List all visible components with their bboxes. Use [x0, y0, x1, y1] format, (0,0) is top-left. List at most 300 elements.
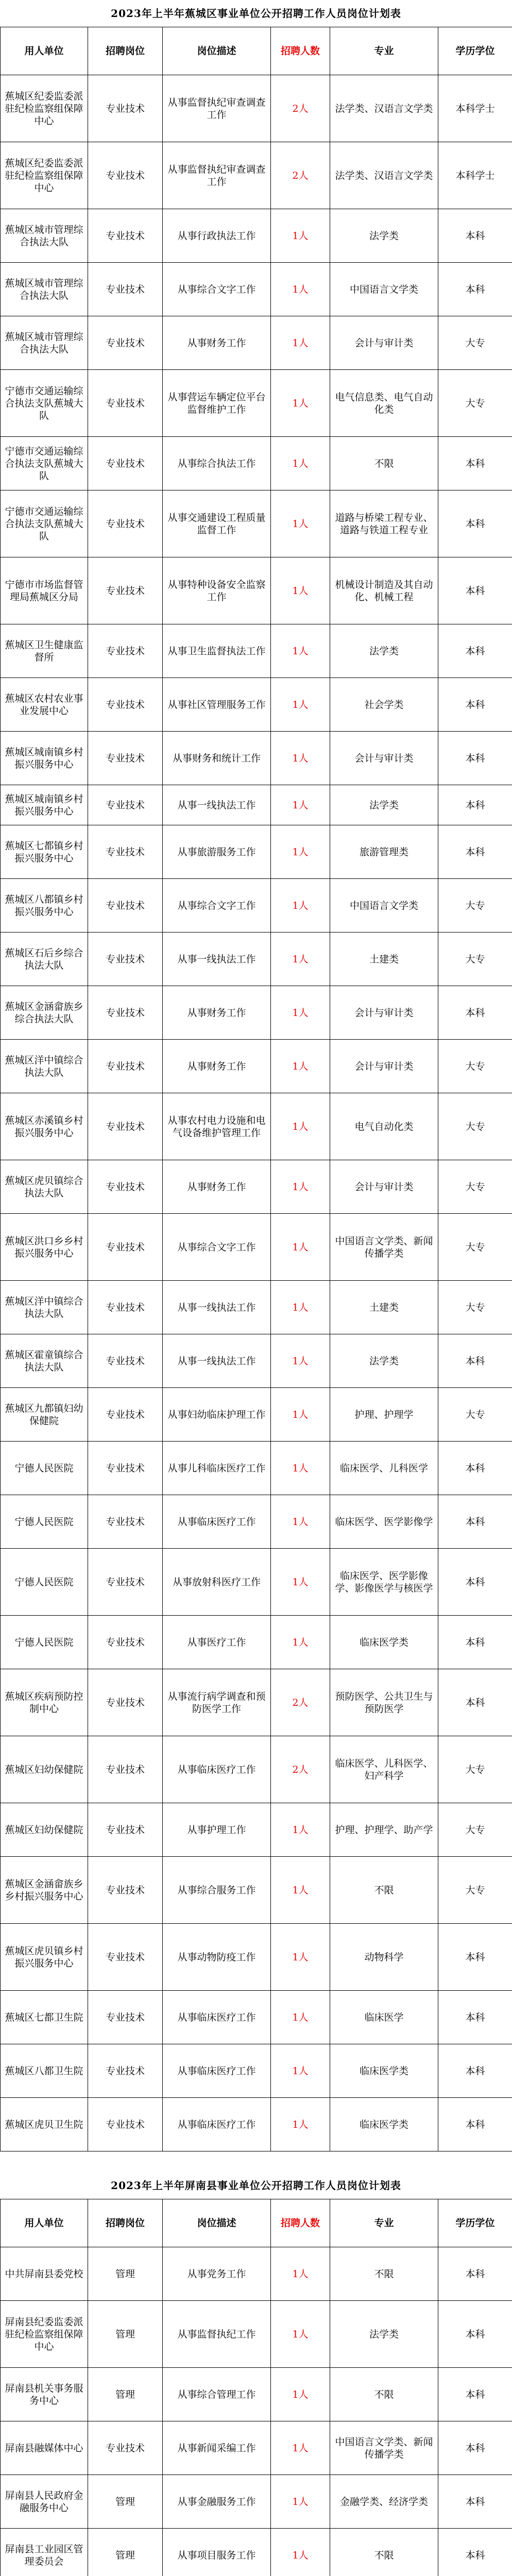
table-cell: 本科	[438, 209, 512, 263]
table-cell: 专业技术	[88, 1857, 163, 1924]
table-cell: 专业技术	[88, 1040, 163, 1093]
table-cell: 蕉城区妇幼保健院	[1, 1736, 88, 1803]
table-cell: 1人	[271, 879, 330, 933]
table-cell: 蕉城区城南镇乡村振兴服务中心	[1, 732, 88, 785]
table-cell: 从事一线执法工作	[163, 1334, 271, 1388]
table-cell: 法学类	[330, 2301, 438, 2368]
table-cell: 本科	[438, 1549, 512, 1616]
table-cell: 从事卫生监督执法工作	[163, 624, 271, 678]
table-cell: 会计与审计类	[330, 316, 438, 370]
table-cell: 法学类	[330, 1334, 438, 1388]
table-cell: 从事财务工作	[163, 1160, 271, 1214]
table-cell: 专业技术	[88, 263, 163, 316]
table-row	[1, 933, 512, 986]
table-cell: 专业技术	[88, 732, 163, 785]
table-cell: 1人	[271, 2301, 330, 2368]
table-cell: 法学类、汉语言文学类	[330, 142, 438, 209]
table-cell: 1人	[271, 370, 330, 437]
table-cell: 本科	[438, 1924, 512, 1991]
table-cell: 1人	[271, 1160, 330, 1214]
table-cell: 蕉城区城市管理综合执法大队	[1, 316, 88, 370]
table-row	[1, 1334, 512, 1388]
table-cell: 蕉城区金涵畲族乡综合执法大队	[1, 986, 88, 1040]
table-row	[1, 1281, 512, 1334]
table-cell: 临床医学、医学影像学、影像医学与核医学	[330, 1549, 438, 1616]
table-row	[1, 370, 512, 437]
table-row	[1, 1924, 512, 1991]
table-cell: 从事综合管理工作	[163, 2368, 271, 2421]
table-cell: 蕉城区城南镇乡村振兴服务中心	[1, 785, 88, 825]
table-cell: 蕉城区妇幼保健院	[1, 1803, 88, 1857]
table-cell: 专业技术	[88, 2098, 163, 2151]
table-cell: 中国语言文学类	[330, 879, 438, 933]
table-cell: 专业技术	[88, 557, 163, 624]
table-row	[1, 1669, 512, 1736]
table-cell: 蕉城区七都卫生院	[1, 1991, 88, 2044]
table-cell: 临床医学、儿科医学、妇产科学	[330, 1736, 438, 1803]
table-cell: 大专	[438, 316, 512, 370]
table-row	[1, 1214, 512, 1281]
recruitment-table	[0, 27, 512, 2151]
table-cell: 1人	[271, 557, 330, 624]
table-cell: 大专	[438, 1803, 512, 1857]
header-row	[1, 2199, 512, 2247]
table-row	[1, 732, 512, 785]
table-cell: 从事一线执法工作	[163, 785, 271, 825]
column-header: 招聘岗位	[88, 27, 163, 75]
table-cell: 专业技术	[88, 209, 163, 263]
table-cell: 管理	[88, 2475, 163, 2529]
table-cell: 蕉城区石后乡综合执法大队	[1, 933, 88, 986]
table-cell: 从事监督执纪审查调查工作	[163, 142, 271, 209]
table-cell: 法学类	[330, 624, 438, 678]
table-cell: 1人	[271, 437, 330, 490]
table-cell: 2人	[271, 142, 330, 209]
table-cell: 从事党务工作	[163, 2247, 271, 2301]
table-row	[1, 1160, 512, 1214]
table-row	[1, 75, 512, 142]
column-header: 专业	[330, 2199, 438, 2247]
table-cell: 蕉城区洋中镇综合执法大队	[1, 1281, 88, 1334]
column-header: 招聘岗位	[88, 2199, 163, 2247]
table-cell: 1人	[271, 1549, 330, 1616]
table-cell: 2人	[271, 75, 330, 142]
table-cell: 从事动物防疫工作	[163, 1924, 271, 1991]
table-cell: 蕉城区洋中镇综合执法大队	[1, 1040, 88, 1093]
table-cell: 本科	[438, 678, 512, 732]
table-cell: 本科	[438, 1991, 512, 2044]
table-cell: 1人	[271, 2368, 330, 2421]
table-cell: 专业技术	[88, 785, 163, 825]
table-cell: 专业技术	[88, 1991, 163, 2044]
table-cell: 1人	[271, 986, 330, 1040]
table-cell: 从事综合文字工作	[163, 879, 271, 933]
table-cell: 宁德人民医院	[1, 1495, 88, 1549]
table-row	[1, 2368, 512, 2421]
table-cell: 1人	[271, 624, 330, 678]
table-cell: 蕉城区七都镇乡村振兴服务中心	[1, 825, 88, 879]
table-cell: 大专	[438, 1093, 512, 1160]
table-cell: 1人	[271, 1803, 330, 1857]
table-cell: 专业技术	[88, 142, 163, 209]
table-cell: 1人	[271, 678, 330, 732]
table-cell: 从事新闻采编工作	[163, 2421, 271, 2475]
table-cell: 专业技术	[88, 933, 163, 986]
table-row	[1, 1495, 512, 1549]
table-row	[1, 1442, 512, 1495]
table-cell: 蕉城区赤溪镇乡村振兴服务中心	[1, 1093, 88, 1160]
table-cell: 从事综合文字工作	[163, 1214, 271, 1281]
table-cell: 蕉城区九都镇妇幼保健院	[1, 1388, 88, 1442]
table-cell: 本科	[438, 490, 512, 557]
column-header: 岗位描述	[163, 2199, 271, 2247]
table-cell: 专业技术	[88, 1281, 163, 1334]
table-cell: 从事项目服务工作	[163, 2529, 271, 2576]
table-cell: 本科	[438, 624, 512, 678]
table-row	[1, 2247, 512, 2301]
table-cell: 管理	[88, 2529, 163, 2576]
table-cell: 从事一线执法工作	[163, 933, 271, 986]
table-cell: 从事财务工作	[163, 986, 271, 1040]
table-cell: 本科	[438, 732, 512, 785]
table-cell: 蕉城区霍童镇综合执法大队	[1, 1334, 88, 1388]
table-row	[1, 986, 512, 1040]
table-cell: 专业技术	[88, 986, 163, 1040]
table-cell: 本科	[438, 2301, 512, 2368]
table-cell: 本科	[438, 263, 512, 316]
table-cell: 大专	[438, 1388, 512, 1442]
table-cell: 管理	[88, 2301, 163, 2368]
table-row	[1, 1549, 512, 1616]
table-cell: 社会学类	[330, 678, 438, 732]
table-cell: 1人	[271, 2098, 330, 2151]
table-cell: 1人	[271, 785, 330, 825]
table-cell: 宁德人民医院	[1, 1442, 88, 1495]
table-row	[1, 2529, 512, 2576]
table-cell: 从事儿科临床医疗工作	[163, 1442, 271, 1495]
table-cell: 大专	[438, 1857, 512, 1924]
table-title: 2023年上半年屏南县事业单位公开招聘工作人员岗位计划表	[111, 2179, 401, 2192]
table-cell: 不限	[330, 437, 438, 490]
table-cell: 从事金融服务工作	[163, 2475, 271, 2529]
table-row	[1, 2098, 512, 2151]
table-cell: 1人	[271, 1281, 330, 1334]
table-cell: 专业技术	[88, 879, 163, 933]
table-cell: 从事妇幼临床护理工作	[163, 1388, 271, 1442]
table-cell: 专业技术	[88, 624, 163, 678]
table-cell: 中国语言文学类	[330, 263, 438, 316]
table-cell: 从事社区管理服务工作	[163, 678, 271, 732]
section-gap	[0, 2151, 512, 2172]
table-row	[1, 785, 512, 825]
table-cell: 屏南县人民政府金融服务中心	[1, 2475, 88, 2529]
table-cell: 法学类	[330, 209, 438, 263]
table-cell: 专业技术	[88, 75, 163, 142]
table-cell: 从事临床医疗工作	[163, 2098, 271, 2151]
table-row	[1, 142, 512, 209]
table-cell: 蕉城区八都卫生院	[1, 2044, 88, 2098]
table-cell: 管理	[88, 2368, 163, 2421]
table-cell: 专业技术	[88, 1924, 163, 1991]
table-cell: 本科学士	[438, 75, 512, 142]
table-cell: 1人	[271, 1857, 330, 1924]
table-row	[1, 263, 512, 316]
table-cell: 宁德市交通运输综合执法支队蕉城大队	[1, 370, 88, 437]
table-cell: 从事综合文字工作	[163, 263, 271, 316]
table-cell: 本科	[438, 785, 512, 825]
table-cell: 大专	[438, 1214, 512, 1281]
table-cell: 1人	[271, 732, 330, 785]
table-cell: 专业技术	[88, 678, 163, 732]
table-cell: 本科	[438, 1616, 512, 1669]
table-cell: 临床医学、儿科医学	[330, 1442, 438, 1495]
table-cell: 土建类	[330, 933, 438, 986]
table-cell: 专业技术	[88, 1442, 163, 1495]
table-cell: 1人	[271, 1093, 330, 1160]
table-cell: 机械设计制造及其自动化、机械工程	[330, 557, 438, 624]
table-cell: 从事医疗工作	[163, 1616, 271, 1669]
table-cell: 从事交通建设工程质量监督工作	[163, 490, 271, 557]
table-cell: 大专	[438, 1160, 512, 1214]
table-cell: 1人	[271, 2529, 330, 2576]
table-cell: 大专	[438, 1736, 512, 1803]
table-cell: 中国语言文学类、新闻传播学类	[330, 1214, 438, 1281]
table-cell: 从事临床医疗工作	[163, 1495, 271, 1549]
table-cell: 专业技术	[88, 370, 163, 437]
table-cell: 从事临床医疗工作	[163, 1991, 271, 2044]
table-cell: 1人	[271, 1442, 330, 1495]
table-cell: 从事监督执纪工作	[163, 2301, 271, 2368]
table-cell: 从事临床医疗工作	[163, 1736, 271, 1803]
table-cell: 1人	[271, 2247, 330, 2301]
table-row	[1, 825, 512, 879]
table-cell: 中共屏南县委党校	[1, 2247, 88, 2301]
table-cell: 专业技术	[88, 825, 163, 879]
table-cell: 蕉城区纪委监委派驻纪检监察组保障中心	[1, 142, 88, 209]
table-cell: 1人	[271, 825, 330, 879]
header-row	[1, 27, 512, 75]
table-cell: 蕉城区城市管理综合执法大队	[1, 263, 88, 316]
table-cell: 道路与桥梁工程专业、道路与铁道工程专业	[330, 490, 438, 557]
table-cell: 本科	[438, 2421, 512, 2475]
table-row	[1, 209, 512, 263]
table-cell: 1人	[271, 933, 330, 986]
table-cell: 从事一线执法工作	[163, 1281, 271, 1334]
table-cell: 专业技术	[88, 490, 163, 557]
table-cell: 专业技术	[88, 1616, 163, 1669]
table-cell: 旅游管理类	[330, 825, 438, 879]
column-header: 招聘人数	[271, 27, 330, 75]
table-row	[1, 879, 512, 933]
table-cell: 预防医学、公共卫生与预防医学	[330, 1669, 438, 1736]
table-cell: 本科	[438, 1495, 512, 1549]
table-cell: 临床医学、医学影像学	[330, 1495, 438, 1549]
column-header: 用人单位	[1, 2199, 88, 2247]
table-row	[1, 1040, 512, 1093]
table-row	[1, 1991, 512, 2044]
table-row	[1, 1616, 512, 1669]
table-cell: 屏南县纪委监委派驻纪检监察组保障中心	[1, 2301, 88, 2368]
table-cell: 本科	[438, 825, 512, 879]
table-cell: 会计与审计类	[330, 732, 438, 785]
table-cell: 大专	[438, 370, 512, 437]
table-cell: 从事临床医疗工作	[163, 2044, 271, 2098]
table-cell: 屏南县工业园区管理委员会	[1, 2529, 88, 2576]
column-header: 用人单位	[1, 27, 88, 75]
table-cell: 会计与审计类	[330, 1160, 438, 1214]
table-cell: 本科	[438, 1669, 512, 1736]
table-cell: 大专	[438, 879, 512, 933]
table-cell: 1人	[271, 490, 330, 557]
table-cell: 宁德人民医院	[1, 1549, 88, 1616]
table-cell: 1人	[271, 1924, 330, 1991]
table-cell: 宁德市市场监督管理局蕉城区分局	[1, 557, 88, 624]
table-cell: 1人	[271, 1214, 330, 1281]
table-cell: 临床医学	[330, 1991, 438, 2044]
table-cell: 从事财务工作	[163, 1040, 271, 1093]
table-cell: 法学类、汉语言文学类	[330, 75, 438, 142]
table-cell: 不限	[330, 2247, 438, 2301]
table-cell: 会计与审计类	[330, 1040, 438, 1093]
table-cell: 本科	[438, 2098, 512, 2151]
table-row	[1, 1736, 512, 1803]
table-cell: 蕉城区虎贝镇综合执法大队	[1, 1160, 88, 1214]
table-cell: 1人	[271, 1334, 330, 1388]
table-cell: 蕉城区金涵畲族乡乡村振兴服务中心	[1, 1857, 88, 1924]
table-cell: 不限	[330, 2368, 438, 2421]
table-cell: 专业技术	[88, 1549, 163, 1616]
table-cell: 1人	[271, 1040, 330, 1093]
table-row	[1, 1803, 512, 1857]
table-cell: 土建类	[330, 1281, 438, 1334]
table-cell: 蕉城区疾病预防控制中心	[1, 1669, 88, 1736]
table-cell: 大专	[438, 1040, 512, 1093]
table-cell: 本科	[438, 986, 512, 1040]
column-header: 专业	[330, 27, 438, 75]
table-cell: 会计与审计类	[330, 986, 438, 1040]
table-cell: 临床医学类	[330, 1616, 438, 1669]
table-cell: 专业技术	[88, 1093, 163, 1160]
table-cell: 从事财务工作	[163, 316, 271, 370]
table-cell: 从事营运车辆定位平台监督维护工作	[163, 370, 271, 437]
table-cell: 1人	[271, 1388, 330, 1442]
table-row	[1, 2301, 512, 2368]
table-row	[1, 2421, 512, 2475]
table-cell: 临床医学类	[330, 2044, 438, 2098]
table-cell: 大专	[438, 933, 512, 986]
table-cell: 专业技术	[88, 1160, 163, 1214]
table-cell: 从事流行病学调查和预防医学工作	[163, 1669, 271, 1736]
table-row	[1, 624, 512, 678]
table-cell: 1人	[271, 1991, 330, 2044]
table-cell: 大专	[438, 1281, 512, 1334]
column-header: 招聘人数	[271, 2199, 330, 2247]
table-cell: 1人	[271, 2475, 330, 2529]
table-cell: 1人	[271, 2421, 330, 2475]
table-cell: 专业技术	[88, 437, 163, 490]
recruitment-table	[0, 2199, 512, 2576]
table-row	[1, 316, 512, 370]
table-cell: 本科学士	[438, 142, 512, 209]
table-row	[1, 2475, 512, 2529]
table-cell: 电气自动化类	[330, 1093, 438, 1160]
table-cell: 从事放射科医疗工作	[163, 1549, 271, 1616]
table-cell: 1人	[271, 1495, 330, 1549]
table-cell: 从事综合执法工作	[163, 437, 271, 490]
table-cell: 法学类	[330, 785, 438, 825]
table-cell: 屏南县融媒体中心	[1, 2421, 88, 2475]
table-cell: 2人	[271, 1669, 330, 1736]
table-cell: 本科	[438, 1442, 512, 1495]
table-cell: 1人	[271, 316, 330, 370]
table-row	[1, 1857, 512, 1924]
table-cell: 临床医学类	[330, 2098, 438, 2151]
table-cell: 1人	[271, 2044, 330, 2098]
table-cell: 专业技术	[88, 2044, 163, 2098]
table-cell: 蕉城区城市管理综合执法大队	[1, 209, 88, 263]
table-row	[1, 557, 512, 624]
table-cell: 蕉城区洪口乡乡村振兴服务中心	[1, 1214, 88, 1281]
table-cell: 蕉城区虎贝镇乡村振兴服务中心	[1, 1924, 88, 1991]
table-row	[1, 490, 512, 557]
column-header: 岗位描述	[163, 27, 271, 75]
table-cell: 专业技术	[88, 1803, 163, 1857]
table-cell: 1人	[271, 1616, 330, 1669]
table-cell: 专业技术	[88, 1334, 163, 1388]
table-cell: 从事护理工作	[163, 1803, 271, 1857]
table-cell: 专业技术	[88, 2421, 163, 2475]
table-cell: 从事行政执法工作	[163, 209, 271, 263]
table-cell: 蕉城区虎贝卫生院	[1, 2098, 88, 2151]
table-cell: 专业技术	[88, 316, 163, 370]
table-cell: 电气信息类、电气自动化类	[330, 370, 438, 437]
table-cell: 1人	[271, 209, 330, 263]
table-cell: 蕉城区农村农业事业发展中心	[1, 678, 88, 732]
table-cell: 宁德市交通运输综合执法支队蕉城大队	[1, 490, 88, 557]
table-cell: 从事旅游服务工作	[163, 825, 271, 879]
table-row	[1, 437, 512, 490]
table-cell: 本科	[438, 437, 512, 490]
table-cell: 从事监督执纪审查调查工作	[163, 75, 271, 142]
table-cell: 本科	[438, 1334, 512, 1388]
table-cell: 管理	[88, 2247, 163, 2301]
table-cell: 专业技术	[88, 1214, 163, 1281]
column-header: 学历学位	[438, 2199, 512, 2247]
table-cell: 本科	[438, 2247, 512, 2301]
table-cell: 屏南县机关事务服务中心	[1, 2368, 88, 2421]
table-row	[1, 1093, 512, 1160]
table-cell: 本科	[438, 2475, 512, 2529]
table-cell: 本科	[438, 2529, 512, 2576]
table-row	[1, 1388, 512, 1442]
table-cell: 蕉城区纪委监委派驻纪检监察组保障中心	[1, 75, 88, 142]
table-cell: 从事农村电力设施和电气设备维护管理工作	[163, 1093, 271, 1160]
table-cell: 本科	[438, 2368, 512, 2421]
table-cell: 宁德市交通运输综合执法支队蕉城大队	[1, 437, 88, 490]
table-cell: 中国语言文学类、新闻传播学类	[330, 2421, 438, 2475]
table-row	[1, 678, 512, 732]
table-row	[1, 2044, 512, 2098]
table-cell: 不限	[330, 2529, 438, 2576]
table-cell: 1人	[271, 263, 330, 316]
table-cell: 专业技术	[88, 1495, 163, 1549]
table-cell: 宁德人民医院	[1, 1616, 88, 1669]
column-header: 学历学位	[438, 27, 512, 75]
table-cell: 本科	[438, 2044, 512, 2098]
table-cell: 蕉城区八都镇乡村振兴服务中心	[1, 879, 88, 933]
table-cell: 专业技术	[88, 1736, 163, 1803]
table-cell: 2人	[271, 1736, 330, 1803]
